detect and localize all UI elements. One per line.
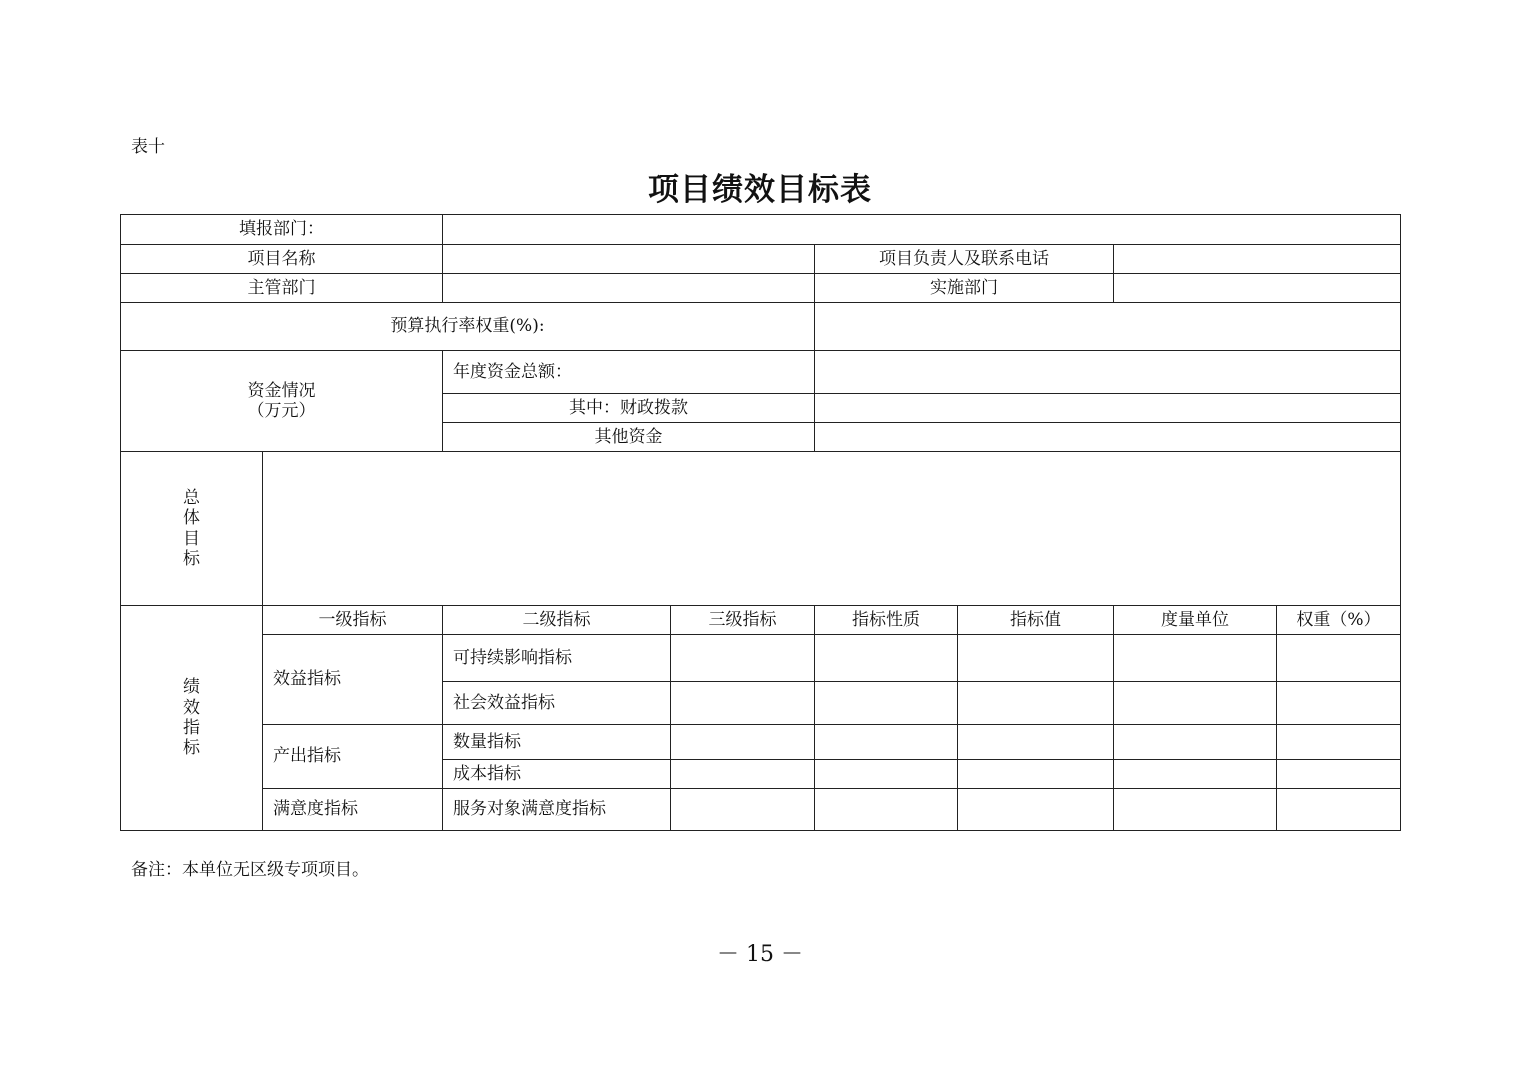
- owner-phone-value-cell[interactable]: [1114, 245, 1401, 274]
- overall-goal-char: 目: [183, 528, 200, 549]
- project-name-value-cell[interactable]: [443, 245, 815, 274]
- benefit-indicator: 效益指标: [263, 635, 443, 725]
- unit-cell[interactable]: [1114, 682, 1277, 725]
- footnote: 备注：本单位无区级专项项目。: [131, 860, 369, 880]
- table-row: [121, 215, 1401, 245]
- fiscal-label: 其中：财政拨款: [443, 394, 815, 423]
- header-level2: 二级指标: [443, 606, 671, 635]
- value-cell[interactable]: [958, 725, 1114, 760]
- value-cell[interactable]: [958, 635, 1114, 682]
- weight-cell[interactable]: [1277, 760, 1401, 789]
- weight-cell[interactable]: [1277, 635, 1401, 682]
- header-nature: 指标性质: [815, 606, 958, 635]
- overall-goal-char: 标: [183, 548, 200, 569]
- annual-total-label: 年度资金总额：: [443, 351, 815, 394]
- owner-phone-label: 项目负责人及联系电话: [815, 245, 1114, 274]
- unit-cell[interactable]: [1114, 760, 1277, 789]
- weight-cell[interactable]: [1277, 789, 1401, 831]
- funds-label: [121, 351, 443, 452]
- header-unit: 度量单位: [1114, 606, 1277, 635]
- output-indicator: 产出指标: [263, 725, 443, 789]
- funds-label-line2: （万元）: [247, 401, 316, 421]
- page-title: 项目绩效目标表: [648, 172, 872, 208]
- nature-cell[interactable]: [815, 789, 958, 831]
- table-row: [121, 351, 1401, 394]
- impl-dept-value-cell[interactable]: [1114, 274, 1401, 303]
- nature-cell[interactable]: [815, 725, 958, 760]
- table-number-label: 表十: [131, 137, 165, 157]
- table-row: [121, 245, 1401, 274]
- nature-cell[interactable]: [815, 635, 958, 682]
- header-level3: 三级指标: [671, 606, 815, 635]
- overall-goal-char: 体: [183, 508, 200, 529]
- dept-label: 填报部门：: [121, 215, 443, 245]
- level3-cell[interactable]: [671, 682, 815, 725]
- overall-goal-char: 总: [183, 487, 200, 508]
- funds-label-line1: 资金情况: [247, 380, 316, 401]
- table-row: [121, 725, 1401, 760]
- level3-cell[interactable]: [671, 789, 815, 831]
- supervisor-value-cell[interactable]: [443, 274, 815, 303]
- unit-cell[interactable]: [1114, 635, 1277, 682]
- performance-goal-table: [120, 214, 1401, 831]
- impl-dept-label: 实施部门: [815, 274, 1114, 303]
- social-indicator: 社会效益指标: [443, 682, 671, 725]
- header-value: 指标值: [958, 606, 1114, 635]
- other-funds-label: 其他资金: [443, 423, 815, 452]
- unit-cell[interactable]: [1114, 725, 1277, 760]
- weight-cell[interactable]: [1277, 725, 1401, 760]
- budget-rate-label: 预算执行率权重(%):: [121, 303, 815, 351]
- header-level1: 一级指标: [263, 606, 443, 635]
- unit-cell[interactable]: [1114, 789, 1277, 831]
- overall-goal-label: [121, 452, 263, 606]
- table-row: [121, 789, 1401, 831]
- value-cell[interactable]: [958, 682, 1114, 725]
- project-name-label: 项目名称: [121, 245, 443, 274]
- satisfaction-indicator: 满意度指标: [263, 789, 443, 831]
- fiscal-value-cell[interactable]: [815, 394, 1401, 423]
- value-cell[interactable]: [958, 760, 1114, 789]
- level3-cell[interactable]: [671, 725, 815, 760]
- page-number: － 15 －: [717, 942, 803, 967]
- nature-cell[interactable]: [815, 682, 958, 725]
- nature-cell[interactable]: [815, 760, 958, 789]
- cost-indicator: 成本指标: [443, 760, 671, 789]
- perf-indicator-label: [121, 606, 263, 831]
- annual-total-value-cell[interactable]: [815, 351, 1401, 394]
- value-cell[interactable]: [958, 789, 1114, 831]
- budget-rate-value-cell[interactable]: [815, 303, 1401, 351]
- service-satisfaction-indicator: 服务对象满意度指标: [443, 789, 671, 831]
- table-row: [121, 606, 1401, 635]
- other-funds-value-cell[interactable]: [815, 423, 1401, 452]
- table-row: [121, 274, 1401, 303]
- table-row: [121, 635, 1401, 682]
- quantity-indicator: 数量指标: [443, 725, 671, 760]
- perf-char: 指: [183, 718, 200, 738]
- supervisor-label: 主管部门: [121, 274, 443, 303]
- perf-char: 效: [183, 697, 200, 718]
- weight-cell[interactable]: [1277, 682, 1401, 725]
- header-weight: 权重（%）: [1277, 606, 1401, 635]
- perf-char: 标: [183, 738, 200, 759]
- overall-goal-value-cell[interactable]: [263, 452, 1401, 606]
- table-row: [121, 303, 1401, 351]
- level3-cell[interactable]: [671, 760, 815, 789]
- sustainable-indicator: 可持续影响指标: [443, 635, 671, 682]
- table-row: [121, 452, 1401, 606]
- perf-char: 绩: [183, 677, 200, 698]
- dept-value-cell[interactable]: [443, 215, 1401, 245]
- level3-cell[interactable]: [671, 635, 815, 682]
